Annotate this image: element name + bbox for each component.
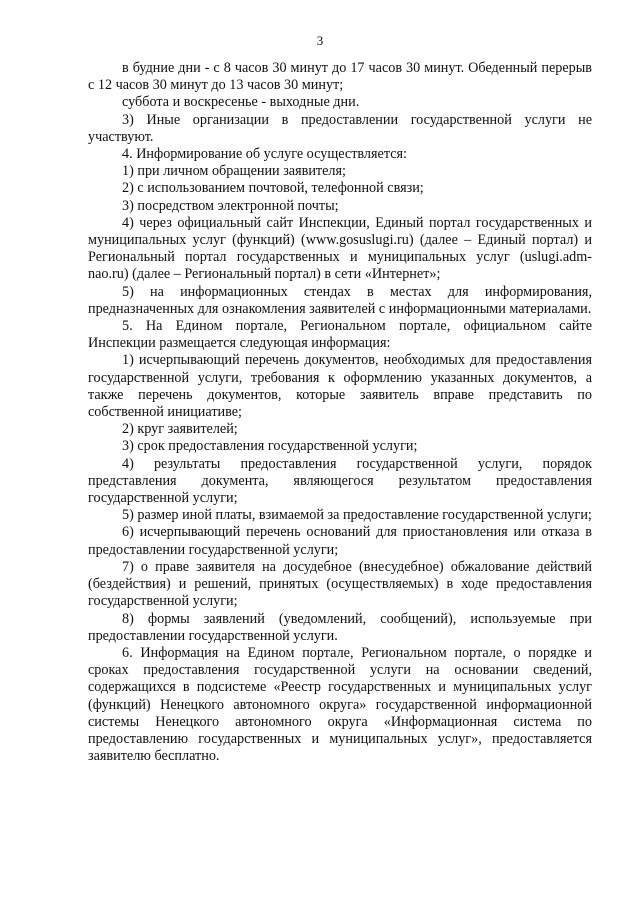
paragraph-informing-heading: 4. Информирование об услуге осуществляется:	[122, 146, 407, 163]
list-item-documents-list: 1) исчерпывающий перечень документов, необходимых для предоставления государственной услуги, требования к оформлению указанных документов, а также перечень документов, которые заявитель вправе представить по собственной инициативе;	[88, 352, 592, 421]
list-item-fee: 5) размер иной платы, взимаемой за предоставление государственной услуги;	[122, 507, 592, 524]
list-item-refusal-grounds: 6) исчерпывающий перечень оснований для приостановления или отказа в предоставлении государственной услуги;	[88, 524, 592, 558]
paragraph-working-hours: в будние дни - с 8 часов 30 минут до 17 часов 30 минут. Обеденный перерыв с 12 часов 30 минут до 13 часов 30 минут;	[88, 60, 592, 94]
list-item-email: 3) посредством электронной почты;	[122, 197, 339, 214]
list-item-term: 3) срок предоставления государственной услуги;	[122, 438, 418, 455]
paragraph-weekend: суббота и воскресенье - выходные дни.	[122, 94, 360, 111]
list-item-info-stands: 5) на информационных стендах в местах для информирования, предназначенных для ознакомления заявителей с информационными материалами.	[88, 283, 592, 317]
list-item-forms: 8) формы заявлений (уведомлений, сообщений), используемые при предоставлении государственной услуги.	[88, 610, 592, 644]
list-item-post-phone: 2) с использованием почтовой, телефонной связи;	[122, 180, 424, 197]
paragraph-other-organizations: 3) Иные организации в предоставлении государственной услуги не участвуют.	[88, 111, 592, 145]
list-item-official-sites: 4) через официальный сайт Инспекции, Единый портал государственных и муниципальных услуг (функций) (www.gosuslugi.ru) (далее – Единый портал) и Региональный портал государственных и муниципальных услуг (uslugi.adm-nao.ru) (далее – Региональный портал) в сети «Интернет»;	[88, 214, 592, 283]
list-item-results: 4) результаты предоставления государственной услуги, порядок представления документа, являющегося результатом предоставления государственной услуги;	[88, 455, 592, 507]
document-body	[88, 60, 592, 765]
page-number: 3	[316, 33, 324, 48]
paragraph-free-information: 6. Информация на Едином портале, Региональном портале, о порядке и сроках предоставления государственной услуги на основании сведений, содержащихся в подсистеме «Реестр государственных и муниципальных услуг (функций) Ненецкого автономного округа» государственной информационной системы Ненецкого автономного округа «Информационная система по предоставлению государственных и муниципальных услуг», предоставляется заявителю бесплатно.	[88, 644, 592, 765]
list-item-appeal-right: 7) о праве заявителя на досудебное (внесудебное) обжалование действий (бездействия) и решений, принятых (осуществляемых) в ходе предоставления государственной услуги;	[88, 558, 592, 610]
paragraph-portal-info-heading: 5. На Едином портале, Региональном портале, официальном сайте Инспекции размещается следующая информация:	[88, 318, 592, 352]
list-item-personal-visit: 1) при личном обращении заявителя;	[122, 163, 346, 180]
list-item-applicants: 2) круг заявителей;	[122, 421, 238, 438]
